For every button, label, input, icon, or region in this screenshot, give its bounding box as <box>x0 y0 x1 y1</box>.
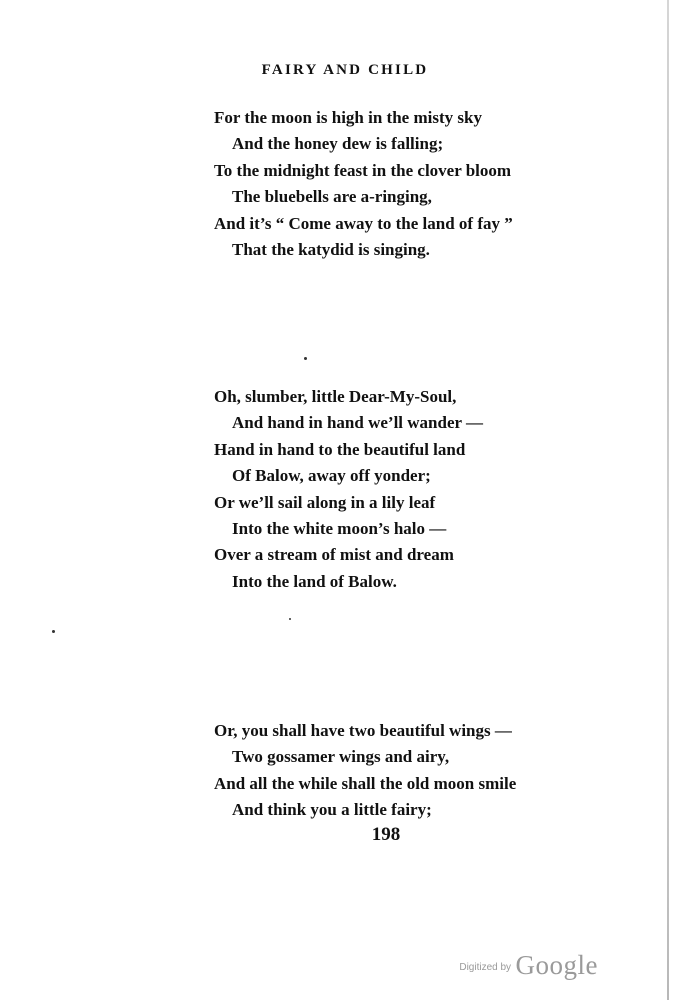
verse-line: Oh, slumber, little Dear-My-Soul, <box>214 387 457 406</box>
ink-speck <box>289 618 291 620</box>
stanza-1 <box>214 105 614 263</box>
verse-line: For the moon is high in the misty sky <box>214 108 482 127</box>
verse-line: Into the land of Balow. <box>232 571 397 591</box>
stanza-2 <box>214 384 614 595</box>
verse-line: To the midnight feast in the clover bloom <box>214 160 512 180</box>
ink-speck <box>52 630 55 633</box>
verse-line: Hand in hand to the beautiful land <box>214 439 466 459</box>
verse-line: Or we’ll sail along in a lily leaf <box>214 492 436 512</box>
page-number: 198 <box>371 824 401 845</box>
verse-line: That the katydid is singing. <box>232 239 430 259</box>
stanza-3 <box>214 718 614 824</box>
watermark-prefix: Digitized by <box>459 962 512 973</box>
verse-line: Of Balow, away off yonder; <box>232 466 431 486</box>
verse-line: And think you a little fairy; <box>232 800 432 820</box>
verse-line: And all the while shall the old moon smile <box>214 773 517 793</box>
verse-line: Over a stream of mist and dream <box>214 545 454 565</box>
verse-line: Or, you shall have two beautiful wings — <box>214 721 512 740</box>
verse-line: The bluebells are a-ringing, <box>232 187 432 207</box>
verse-line: And it’s “ Come away to the land of fay ” <box>214 213 513 233</box>
verse-line: Into the white moon’s halo — <box>232 518 447 538</box>
verse-line: And hand in hand we’ll wander — <box>232 413 483 433</box>
ink-speck <box>304 357 307 360</box>
verse-line: And the honey dew is falling; <box>232 134 444 154</box>
running-header: FAIRY AND CHILD <box>261 62 429 78</box>
verse-line: Two gossamer wings and airy, <box>232 747 450 767</box>
google-logo: Google <box>515 950 598 980</box>
page-edge-rule <box>667 0 669 1000</box>
digitized-watermark <box>459 950 598 981</box>
